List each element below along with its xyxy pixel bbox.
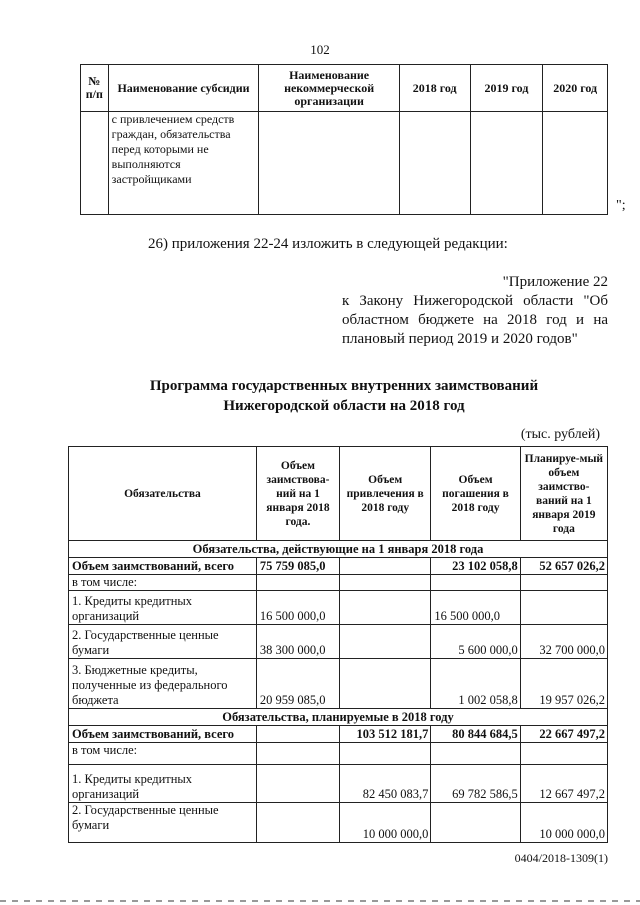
cell-value: 10 000 000,0 xyxy=(340,803,431,843)
section-row xyxy=(69,709,608,726)
cell-value: 38 300 000,0 xyxy=(256,625,339,659)
cell-value xyxy=(340,558,431,575)
cell-value: 69 782 586,5 xyxy=(431,765,520,803)
row-label: Объем заимствований, всего xyxy=(69,558,257,575)
table-row xyxy=(69,558,608,575)
col-header-2019: 2019 год xyxy=(470,65,543,112)
cell-value xyxy=(520,591,607,625)
cell-2020 xyxy=(543,112,608,215)
cell-value xyxy=(340,659,431,709)
col-header-subsidy: Наименование субсидии xyxy=(108,65,259,112)
table-row xyxy=(69,765,608,803)
page-number: 102 xyxy=(310,42,330,57)
cell-value xyxy=(340,743,431,765)
col-header-organization: Наименование некоммерческой организации xyxy=(259,65,399,112)
col-header-volume-jan-2019: Планируе-мый объем заимство-ваний на 1 января 2019 года xyxy=(520,447,607,541)
cell-value xyxy=(256,803,339,843)
subsidy-table xyxy=(80,64,608,215)
cell-value: 22 667 497,2 xyxy=(520,726,607,743)
title-line-1: Программа государственных внутренних заимствований xyxy=(149,378,539,394)
table-row xyxy=(69,591,608,625)
col-header-repayment: Объем погашения в 2018 году xyxy=(431,447,520,541)
cell-value xyxy=(256,726,339,743)
cell-value xyxy=(256,575,339,591)
section-row xyxy=(69,541,608,558)
table-row xyxy=(69,659,608,709)
table-row xyxy=(69,625,608,659)
document-code: 0404/2018-1309(1) xyxy=(514,851,608,865)
col-header-2020: 2020 год xyxy=(543,65,608,112)
document-title xyxy=(80,376,608,416)
table-row xyxy=(69,726,608,743)
cell-number xyxy=(81,112,109,215)
table-row xyxy=(69,575,608,591)
cell-value xyxy=(520,575,607,591)
row-label: 2. Государственные ценные бумаги xyxy=(69,625,257,659)
cell-value: 16 500 000,0 xyxy=(431,591,520,625)
cell-value: 5 600 000,0 xyxy=(431,625,520,659)
cell-value xyxy=(340,625,431,659)
cell-value xyxy=(431,743,520,765)
cell-2018 xyxy=(399,112,470,215)
section-title-existing: Обязательства, действующие на 1 января 2018 года xyxy=(69,541,608,558)
cell-2019 xyxy=(470,112,543,215)
cell-value: 32 700 000,0 xyxy=(520,625,607,659)
cell-value: 19 957 026,2 xyxy=(520,659,607,709)
col-header-volume-jan-2018: Объем заимствова-ний на 1 января 2018 года. xyxy=(256,447,339,541)
cell-organization xyxy=(259,112,399,215)
col-header-2018: 2018 год xyxy=(399,65,470,112)
closing-quote: "; xyxy=(616,198,626,213)
row-label: в том числе: xyxy=(69,575,257,591)
appendix-law-reference: к Закону Нижегородской области "Об областном бюджете на 2018 год и на плановый период 2019 и 2020 годов" xyxy=(342,293,608,347)
scan-edge-divider xyxy=(0,900,640,902)
appendix-heading xyxy=(342,273,608,349)
cell-value: 75 759 085,0 xyxy=(256,558,339,575)
cell-value xyxy=(431,803,520,843)
table-row xyxy=(69,743,608,765)
table-header-row xyxy=(69,447,608,541)
amendment-paragraph: 26) приложения 22-24 изложить в следующей редакции: xyxy=(148,236,508,252)
cell-subsidy: с привлечением средств граждан, обязательства перед которыми не выполняются застройщиками xyxy=(108,112,259,215)
col-header-number: № п/п xyxy=(81,65,109,112)
cell-value: 52 657 026,2 xyxy=(520,558,607,575)
row-label: 2. Государственные ценные бумаги xyxy=(69,803,257,843)
cell-value xyxy=(431,575,520,591)
cell-value: 80 844 684,5 xyxy=(431,726,520,743)
row-label: 3. Бюджетные кредиты, полученные из федерального бюджета xyxy=(69,659,257,709)
row-label: 1. Кредиты кредитных организаций xyxy=(69,591,257,625)
appendix-number: "Приложение 22 xyxy=(502,274,608,290)
title-line-2: Нижегородской области на 2018 год xyxy=(223,398,465,414)
cell-value xyxy=(256,743,339,765)
row-label: Объем заимствований, всего xyxy=(69,726,257,743)
row-label: в том числе: xyxy=(69,743,257,765)
table-header-row xyxy=(81,65,608,112)
cell-value xyxy=(520,743,607,765)
table-row xyxy=(69,803,608,843)
cell-value xyxy=(340,591,431,625)
cell-value xyxy=(256,765,339,803)
cell-value: 23 102 058,8 xyxy=(431,558,520,575)
cell-value: 16 500 000,0 xyxy=(256,591,339,625)
cell-value xyxy=(340,575,431,591)
unit-label: (тыс. рублей) xyxy=(520,427,600,442)
col-header-obligations: Обязательства xyxy=(69,447,257,541)
section-title-planned: Обязательства, планируемые в 2018 году xyxy=(69,709,608,726)
cell-value: 103 512 181,7 xyxy=(340,726,431,743)
cell-value: 82 450 083,7 xyxy=(340,765,431,803)
table-row xyxy=(81,112,608,215)
cell-value: 20 959 085,0 xyxy=(256,659,339,709)
cell-value: 1 002 058,8 xyxy=(431,659,520,709)
borrowings-table xyxy=(68,446,608,843)
row-label: 1. Кредиты кредитных организаций xyxy=(69,765,257,803)
cell-value: 10 000 000,0 xyxy=(520,803,607,843)
cell-value: 12 667 497,2 xyxy=(520,765,607,803)
col-header-attraction: Объем привлечения в 2018 году xyxy=(340,447,431,541)
